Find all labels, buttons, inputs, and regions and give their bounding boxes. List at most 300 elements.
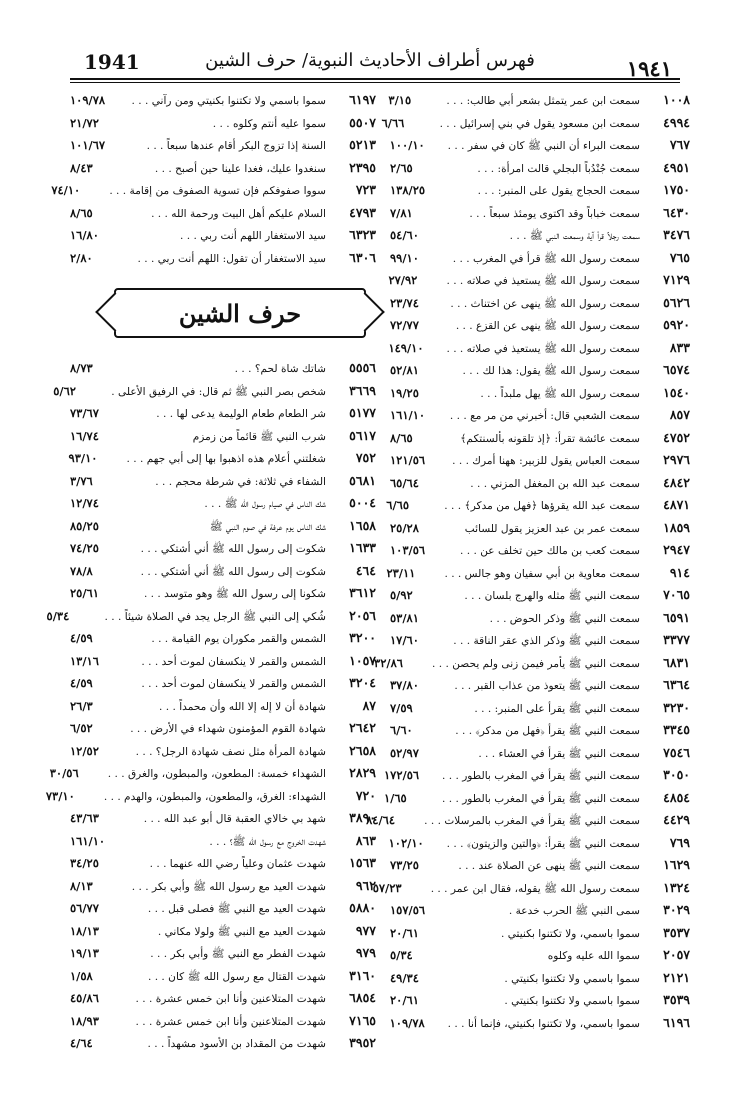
index-entry [381, 114, 690, 138]
book-chapter-reference: ٨٤/٦٤ [366, 813, 396, 827]
book-chapter-reference: ٢٦/٣ [70, 698, 93, 713]
hadith-opening-text: سمعت عمر بن عبد العزيز يقول للسائب [464, 522, 640, 535]
book-chapter-reference: ٥٤/٦٠ [390, 228, 419, 242]
hadith-number: ٥١٧٧ [349, 405, 376, 420]
hadith-opening-text: شهدت الخروج مع رسول الله ﷺ؟ . . . [209, 835, 326, 848]
book-chapter-reference: ٥٦/٧٧ [70, 901, 99, 915]
hadith-number: ٦٣٠٦ [349, 249, 376, 265]
hadith-opening-text: سمعت البراء أن النبي ﷺ كان في سفر . . . [447, 140, 640, 152]
hadith-number: ٨٥٧ [669, 407, 690, 422]
book-chapter-reference: ١/٦٥ [383, 790, 407, 805]
hadith-opening-text: شرب النبي ﷺ قائماً من زمزم [192, 430, 326, 443]
book-chapter-reference: ٨٥/٢٥ [70, 518, 99, 533]
book-chapter-reference: ٤/٥٩ [70, 631, 93, 645]
hadith-number: ٢٦٥٨ [349, 742, 376, 758]
hadith-opening-text: سمعت ابن مسعود يقول في بني إسرائيل . . . [439, 117, 640, 130]
book-chapter-reference: ١٢/٧٤ [70, 496, 99, 510]
hadith-opening-text: سموا باسمي ولا تكتنوا بكنيتي . [504, 972, 640, 985]
hadith-number: ٣٦١٢ [349, 585, 376, 600]
hadith-number: ٤٧٥٢ [663, 429, 690, 445]
hadith-opening-text: سموا باسمي ولا تكتنوا بكنيتي . [504, 995, 640, 1007]
hadith-number: ٢١٢١ [663, 969, 690, 985]
book-chapter-reference: ١٢١/٥٦ [390, 453, 426, 467]
hadith-opening-text: سمعت كعب بن مالك حين تخلف عن . . . [459, 545, 640, 557]
hadith-opening-text: سمعت رسول الله ﷺ ينهى عن القزع . . . [455, 320, 640, 332]
book-chapter-reference: ١٨/٩٣ [70, 1013, 99, 1028]
hadith-number: ٥٦٨١ [349, 472, 376, 488]
hadith-opening-text: سووا صفوفكم فإن تسوية الصفوف من إقامة . . . [109, 185, 326, 197]
hadith-opening-text: شك الناس في صيام رسول الله ﷺ . . . [204, 498, 326, 510]
book-chapter-reference: ٤/٥٩ [70, 676, 93, 690]
index-entry [70, 900, 376, 923]
hadith-opening-text: شهدت المتلاعنين وأنا ابن خمس عشرة . . . [135, 993, 326, 1005]
index-entry [390, 385, 690, 408]
hadith-number: ٤٤٢٩ [663, 812, 690, 827]
hadith-number: ٤٨٥٤ [663, 789, 690, 805]
hadith-number: ٣٢٠٤ [349, 675, 376, 690]
hadith-opening-text: الشمس والقمر لا ينكسفان لموت أحد . . . [141, 678, 326, 690]
book-chapter-reference: ١٩/١٣ [70, 946, 99, 960]
book-chapter-reference: ٤٥/٨٦ [70, 991, 99, 1005]
book-chapter-reference: ١٩/٢٥ [390, 385, 419, 400]
hadith-opening-text: شهدت العيد مع النبي ﷺ فصلى قبل . . . [147, 903, 326, 915]
index-column-left [45, 92, 376, 1058]
book-chapter-reference: ٣٢/٨٦ [374, 655, 403, 670]
hadith-opening-text: سمعت عبد الله يقرؤها ﴿فهل من مدكر﴾ . . . [444, 500, 640, 512]
section-heading-box [114, 288, 366, 338]
book-chapter-reference: ٧٤/٢٥ [70, 541, 99, 555]
book-chapter-reference: ١٦/٨٠ [70, 228, 99, 242]
book-chapter-reference: ٦/٦٠ [390, 723, 413, 737]
index-column-right [366, 92, 690, 1037]
hadith-opening-text: سمعت النبي ﷺ يقرأ في المغرب بالطور . . . [441, 770, 640, 782]
index-entry [45, 787, 376, 811]
index-entry [390, 947, 690, 970]
book-chapter-reference: ٢٣/١١ [386, 565, 416, 580]
index-entry [390, 992, 690, 1015]
index-entry [390, 610, 690, 633]
hadith-number: ٣١٦٠ [349, 967, 376, 983]
index-entry [383, 789, 690, 813]
hadith-number: ٢٩٤٧ [663, 542, 690, 557]
hadith-number: ٨٣٣ [669, 339, 690, 355]
index-entry [70, 205, 376, 228]
hadith-number: ٥٥٠٧ [349, 114, 376, 130]
book-chapter-reference: ٣٤/٢٥ [70, 856, 99, 870]
book-chapter-reference: ٣٠/٥٦ [49, 766, 79, 780]
hadith-opening-text: سمعت جُنْدُباً البجلي قالت امرأة: . . . [477, 162, 640, 175]
hadith-number: ٣٥٣٩ [663, 992, 690, 1007]
index-entry [70, 675, 376, 698]
book-chapter-reference: ٥٢/٨١ [390, 363, 419, 377]
index-entry [49, 765, 376, 788]
book-chapter-reference: ٣/٧٦ [70, 473, 93, 488]
book-chapter-reference: ١٦/٧٤ [70, 428, 99, 443]
hadith-number: ٩٧٧ [355, 922, 376, 938]
hadith-opening-text: سموا باسمي، ولا تكتنوا بكنيتي . [500, 927, 640, 940]
index-entry [390, 587, 690, 610]
hadith-number: ٣٩٥٢ [349, 1035, 376, 1050]
hadith-opening-text: شكوت إلى رسول الله ﷺ أني أشتكي . . . [140, 543, 326, 555]
hadith-opening-text: سمعت النبي ﷺ يقرأ: ﴿والتين والزيتون﴾ . . . [446, 837, 640, 850]
index-entry [390, 227, 690, 250]
hadith-opening-text: شغلتني أعلام هذه اذهبوا بها إلى أبي جهم . . . [126, 453, 326, 465]
page-number-latin: 1941 [84, 50, 140, 74]
index-entry [390, 452, 690, 475]
hadith-number: ٢٨٢٩ [349, 765, 376, 780]
hadith-number: ٧٠٦٥ [663, 587, 690, 602]
hadith-opening-text: الشمس والقمر مكوران يوم القيامة . . . [151, 633, 326, 645]
book-chapter-reference: ٢٥/٦١ [70, 586, 99, 600]
hadith-number: ٣٠٥٠ [663, 767, 690, 782]
hadith-opening-text: سمعت الشعبي قال: أخبرني من مر مع . . . [449, 410, 640, 422]
index-entry [390, 272, 690, 295]
book-chapter-reference: ٧٣/٢٥ [390, 858, 419, 872]
index-entry [53, 382, 376, 406]
hadith-opening-text: سمعت العباس يقول للزبير: ههنا أمرك . . . [452, 455, 640, 467]
hadith-number: ١٥٤٠ [663, 384, 690, 400]
hadith-number: ٢٦٤٢ [349, 720, 376, 735]
index-column-left-bottom [45, 360, 376, 1058]
hadith-opening-text: شكوت إلى رسول الله ﷺ أني أشتكي . . . [140, 565, 326, 578]
hadith-opening-text: سمعت رسول الله ﷺ ينهى عن اختناث . . . [450, 297, 640, 310]
book-chapter-reference: ٤/٦٤ [70, 1036, 93, 1050]
header-rule-thick [70, 78, 680, 80]
index-entry [372, 879, 690, 903]
hadith-number: ١٠٥٧ [349, 652, 376, 668]
hadith-opening-text: شهدت عثمان وعلياً رضي الله عنهما . . . [149, 858, 326, 870]
book-chapter-reference: ٣/١٥ [388, 93, 412, 107]
index-entry [390, 925, 690, 948]
index-entry [70, 540, 376, 563]
index-entry [383, 767, 690, 790]
book-chapter-reference: ٢٠/٦١ [390, 993, 419, 1007]
hadith-opening-text: شاتك شاة لحم؟ . . . [234, 363, 326, 375]
index-entry [70, 855, 376, 878]
hadith-opening-text: شهادة أن لا إله إلا الله وأن محمداً . . . [159, 700, 326, 713]
index-entry [70, 923, 376, 946]
hadith-opening-text: سمعت معاوية بن أبي سفيان وهو جالس . . . [444, 567, 640, 580]
index-entry [70, 428, 376, 451]
hadith-number: ١٧٥٠ [663, 182, 690, 197]
book-chapter-reference: ١٦١/١٠ [390, 408, 426, 422]
hadith-number: ٦٤٣٠ [663, 204, 690, 220]
index-entry [46, 607, 376, 631]
hadith-opening-text: سمعت رسول الله ﷺ يقوله، فقال ابن عمر . . . [430, 882, 640, 895]
book-chapter-reference: ٧٨/٨ [70, 563, 93, 578]
book-chapter-reference: ٥/٦٢ [53, 383, 76, 398]
index-entry [390, 407, 690, 430]
hadith-number: ٥٦٢٦ [663, 294, 690, 310]
hadith-number: ٨٧ [362, 697, 376, 713]
hadith-number: ٢٣٩٥ [349, 159, 376, 175]
book-chapter-reference: ٥/٣٤ [390, 948, 413, 962]
book-chapter-reference: ٢٥/٢٨ [390, 520, 419, 535]
hadith-number: ٧٦٧ [669, 137, 690, 152]
book-chapter-reference: ١٤٩/١٠ [388, 340, 424, 355]
running-title: فهرس أطراف الأحاديث النبوية/ حرف الشين [205, 50, 535, 71]
book-chapter-reference: ١٣/١٦ [70, 653, 99, 668]
book-chapter-reference: ٢/٨٠ [70, 250, 93, 265]
index-entry [70, 473, 376, 496]
hadith-number: ٦٥٩١ [663, 609, 690, 625]
book-chapter-reference: ٦٥/٦٤ [390, 475, 419, 490]
index-entry [390, 205, 690, 228]
index-entry [390, 677, 690, 700]
index-entry [70, 630, 376, 653]
book-chapter-reference: ٤٣/٦٣ [70, 811, 99, 825]
hadith-number: ٤٩٩٤ [663, 114, 690, 130]
index-entry [390, 542, 690, 565]
hadith-number: ٦٥٧٤ [663, 362, 690, 377]
hadith-number: ٣٥٣٧ [663, 924, 690, 940]
book-chapter-reference: ١٨/١٣ [70, 923, 99, 938]
book-chapter-reference: ٢١/٧٢ [70, 115, 99, 130]
hadith-number: ٧٢٠ [355, 787, 376, 803]
book-chapter-reference: ٦/٥٢ [70, 721, 93, 735]
hadith-opening-text: سمى النبي ﷺ الحرب خدعة . [508, 905, 640, 917]
index-entry [70, 878, 376, 901]
index-entry [70, 137, 376, 160]
hadith-number: ٣٦٦٩ [349, 382, 376, 398]
book-chapter-reference: ١٠٠/١٠ [389, 138, 425, 152]
index-entry [51, 182, 376, 205]
hadith-number: ٥٠٠٤ [349, 495, 376, 510]
index-entry [70, 115, 376, 138]
hadith-number: ٤٨٧١ [663, 497, 690, 512]
index-entry [390, 745, 690, 768]
index-entry [390, 92, 690, 115]
hadith-number: ٦١٩٧ [349, 92, 376, 107]
book-chapter-reference: ٧٢/٧٧ [390, 318, 419, 332]
book-chapter-reference: ٦/٦٦ [381, 115, 405, 130]
hadith-number: ٣٠٢٩ [663, 902, 690, 917]
hadith-opening-text: سمعت النبي ﷺ يتعوذ من عذاب القبر . . . [454, 680, 640, 692]
hadith-number: ٤٨٤٢ [663, 474, 690, 490]
hadith-opening-text: سمعت خباباً وقد اكتوى يومئذ سبعاً . . . [469, 207, 640, 220]
hadith-number: ٦٣٢٣ [349, 227, 376, 242]
index-entry [70, 945, 376, 968]
hadith-opening-text: سموا باسمي ولا تكتنوا بكنيتي ومن رآني . . . [131, 95, 326, 107]
hadith-opening-text: شكونا إلى رسول الله ﷺ وهو متوسد . . . [143, 588, 326, 600]
hadith-opening-text: الشهداء: الغرق، والمطعون، والمبطون، والهدم . . . [103, 790, 326, 803]
hadith-opening-text: سمعت رجلاً قرأ آية وسمعت النبي ﷺ . . . [509, 230, 640, 242]
index-entry [390, 182, 690, 205]
hadith-number: ٧١٦٥ [349, 1012, 376, 1028]
index-entry [390, 340, 690, 363]
index-entry [70, 563, 376, 586]
hadith-number: ٩١٤ [669, 564, 690, 580]
book-chapter-reference: ١٠٩/٧٨ [389, 1015, 425, 1030]
hadith-number: ٥٢١٣ [349, 137, 376, 152]
book-chapter-reference: ٥٣/٨١ [390, 610, 419, 625]
book-chapter-reference: ٨/٧٣ [70, 361, 93, 375]
hadith-number: ٦٣٦٤ [663, 677, 690, 692]
hadith-number: ٤٦٤ [355, 562, 376, 578]
hadith-opening-text: شهدت المتلاعنين وأنا ابن خمس عشرة . . . [135, 1015, 326, 1028]
hadith-number: ٤٩٥١ [663, 159, 690, 175]
book-chapter-reference: ٢٣/٧٤ [390, 295, 419, 310]
hadith-opening-text: السلام عليكم أهل البيت ورحمة الله . . . [151, 207, 326, 220]
book-chapter-reference: ٢٧/٩٢ [388, 273, 418, 287]
hadith-opening-text: سمعت رسول الله ﷺ يهل ملبداً . . . [480, 387, 640, 400]
hadith-opening-text: سمعت النبي ﷺ وذكر الحوض . . . [489, 612, 640, 625]
index-entry [386, 564, 690, 588]
book-chapter-reference: ٥/٩٢ [390, 588, 413, 602]
hadith-opening-text: سمعت رسول الله ﷺ يستعيذ في صلاته . . . [446, 275, 640, 287]
index-entry [70, 160, 376, 183]
hadith-opening-text: شهدت العيد مع رسول الله ﷺ وأبي بكر . . . [131, 880, 326, 893]
hadith-number: ٦١٩٦ [663, 1014, 690, 1030]
header-rule-thin [70, 82, 680, 83]
index-entry [70, 968, 376, 991]
index-column-left-top [51, 92, 376, 272]
index-entry [70, 405, 376, 428]
book-chapter-reference: ١٧٢/٥٦ [383, 768, 420, 782]
index-entry [390, 250, 690, 273]
index-entry [390, 970, 690, 993]
book-chapter-reference: ٣٧/٨٠ [390, 678, 419, 692]
page-header [0, 0, 742, 82]
hadith-number: ٧١٢٩ [663, 272, 690, 287]
hadith-opening-text: شهدت الفطر مع النبي ﷺ وأبي بكر . . . [150, 948, 326, 960]
hadith-number: ٦٨٣١ [663, 654, 690, 670]
hadith-opening-text: سنغدوا عليك، فغدا علينا حين أصبح . . . [154, 162, 326, 175]
index-entry [70, 990, 376, 1013]
index-entry [390, 700, 690, 723]
book-chapter-reference: ٧٣/٦٧ [70, 406, 99, 420]
index-entry [70, 743, 376, 766]
index-entry [390, 137, 690, 160]
index-entry [390, 362, 690, 385]
index-entry [390, 475, 690, 498]
hadith-number: ١٦٢٩ [663, 857, 690, 872]
book-chapter-reference: ٨/١٣ [70, 878, 93, 893]
hadith-opening-text: سمعت النبي ﷺ ينهى عن الصلاة عند . . . [458, 860, 640, 872]
hadith-opening-text: سمعت النبي ﷺ يقرأ في العشاء . . . [478, 747, 640, 760]
hadith-opening-text: سموا باسمي، ولا تكتنوا بكنيتي، فإنما أنا . . . [447, 1017, 640, 1030]
hadith-number: ٣٢٣٠ [663, 699, 690, 715]
book-chapter-reference: ٨/٦٥ [390, 430, 413, 445]
hadith-opening-text: شهدت القتال مع رسول الله ﷺ كان . . . [147, 970, 326, 983]
hadith-opening-text: شك الناس يوم عرفة في صوم النبي ﷺ [209, 520, 326, 533]
hadith-number: ٦٨٥٤ [349, 990, 376, 1005]
index-entry [70, 518, 376, 541]
index-entry [386, 497, 690, 520]
hadith-number: ١٨٥٩ [663, 519, 690, 535]
book-chapter-reference: ٢٠/٦١ [390, 925, 419, 940]
hadith-opening-text: شُكي إلى النبي ﷺ الرجل يجد في الصلاة شيئاً . . . [104, 610, 326, 623]
hadith-number: ٢٩٧٦ [663, 452, 690, 467]
index-entry [390, 902, 690, 925]
book-chapter-reference: ٥٧/٢٣ [372, 880, 402, 895]
index-entry [390, 835, 690, 858]
index-entry [390, 317, 690, 340]
index-entry [390, 160, 690, 183]
book-chapter-reference: ٦/٦٥ [386, 498, 410, 512]
hadith-opening-text: سمعت الحجاج يقول على المنبر: . . . [477, 185, 640, 197]
book-chapter-reference: ٥/٣٤ [46, 608, 70, 623]
hadith-opening-text: شهد بي خالاي العقبة قال أبو عبد الله . . . [143, 813, 326, 825]
book-chapter-reference: ٨/٤٣ [70, 160, 93, 175]
book-chapter-reference: ٧٤/١٠ [51, 183, 81, 197]
hadith-number: ١٦٥٨ [349, 517, 376, 533]
book-chapter-reference: ١٠٣/٥٦ [390, 543, 426, 557]
hadith-number: ١٥٦٣ [349, 855, 376, 870]
hadith-opening-text: سموا عليه أنتم وكلوه . . . [212, 117, 326, 130]
book-chapter-reference: ٨/٦٥ [70, 205, 93, 220]
hadith-number: ٥٩٢٠ [663, 317, 690, 332]
book-chapter-reference: ١٧/٦٠ [390, 633, 419, 647]
book-chapter-reference: ١٥٧/٥٦ [390, 903, 426, 917]
index-entry [390, 520, 690, 543]
hadith-number: ٣٢٠٠ [349, 630, 376, 645]
index-entry [390, 632, 690, 655]
book-chapter-reference: ١٠١/٦٧ [70, 138, 106, 152]
hadith-opening-text: سيد الاستغفار اللهم أنت ربي . . . [180, 230, 326, 242]
index-entry [70, 720, 376, 743]
hadith-number: ١٦٣٣ [349, 540, 376, 555]
book-chapter-reference: ٧/٨١ [390, 205, 413, 220]
index-entry [70, 653, 376, 676]
index-entry [70, 450, 376, 473]
index-entry [390, 722, 690, 745]
index-entry [70, 698, 376, 721]
index-entry [70, 833, 376, 856]
hadith-opening-text: سيد الاستغفار أن تقول: اللهم أنت ربي . . . [137, 252, 326, 265]
index-entry [70, 585, 376, 608]
hadith-number: ٨٦٣ [355, 832, 376, 848]
hadith-opening-text: سمعت رسول الله ﷺ يستعيذ في صلاته . . . [446, 342, 640, 355]
hadith-opening-text: سموا الله عليه وكلوه [547, 950, 640, 962]
index-entry [70, 1035, 376, 1058]
hadith-opening-text: سمعت النبي ﷺ مثله والهرج بلسان . . . [464, 590, 640, 602]
book-chapter-reference: ٤٩/٣٤ [390, 970, 419, 985]
hadith-opening-text: سمعت النبي ﷺ يأمر فيمن زنى ولم يحصن . . . [432, 657, 640, 670]
hadith-number: ٧٥٢ [355, 450, 376, 465]
hadith-number: ٧٢٣ [355, 182, 376, 197]
hadith-number: ١٣٢٤ [663, 879, 690, 895]
page-number-arabic: ١٩٤١ [626, 56, 672, 81]
hadith-number: ٥٦١٧ [349, 427, 376, 443]
index-entry [70, 1013, 376, 1036]
hadith-opening-text: شهادة القوم المؤمنون شهداء في الأرض . . . [130, 723, 326, 735]
hadith-number: ٧٥٤٦ [663, 744, 690, 760]
hadith-opening-text: شهدت من المقداد بن الأسود مشهداً . . . [147, 1038, 326, 1050]
hadith-opening-text: الشمس والقمر لا ينكسفان لموت أحد . . . [141, 655, 326, 668]
hadith-opening-text: سمعت رسول الله ﷺ قرأ في المغرب . . . [452, 252, 640, 265]
hadith-opening-text: سمعت رسول الله ﷺ يقول: هذا لك . . . [462, 365, 640, 377]
index-entry [374, 654, 690, 678]
book-chapter-reference: ٩٩/١٠ [390, 250, 419, 265]
hadith-number: ٧٦٩ [669, 834, 690, 850]
index-entry [70, 92, 376, 115]
hadith-opening-text: سمعت النبي ﷺ يقرأ ﴿فهل من مدكر﴾ . . . [455, 725, 640, 737]
hadith-opening-text: سمعت النبي ﷺ يقرأ في المغرب بالطور . . . [441, 792, 640, 805]
hadith-number: ٤٧٩٣ [349, 204, 376, 220]
book-chapter-reference: ٧/٥٩ [390, 700, 413, 715]
hadith-opening-text: سمعت عائشة تقرأ: ﴿إذ تلقونه بألسنتكم﴾ [460, 432, 640, 445]
index-entry [70, 227, 376, 250]
hadith-number: ١٠٠٨ [663, 92, 690, 107]
hadith-number: ٣٣٤٥ [663, 722, 690, 737]
hadith-number: ٣٨٩٠ [349, 810, 376, 825]
book-chapter-reference: ١/٥٨ [70, 968, 93, 983]
index-entry [390, 857, 690, 880]
hadith-number: ٣٣٧٧ [663, 632, 690, 647]
index-entry [390, 1015, 690, 1038]
book-chapter-reference: ٢/٦٥ [390, 160, 413, 175]
